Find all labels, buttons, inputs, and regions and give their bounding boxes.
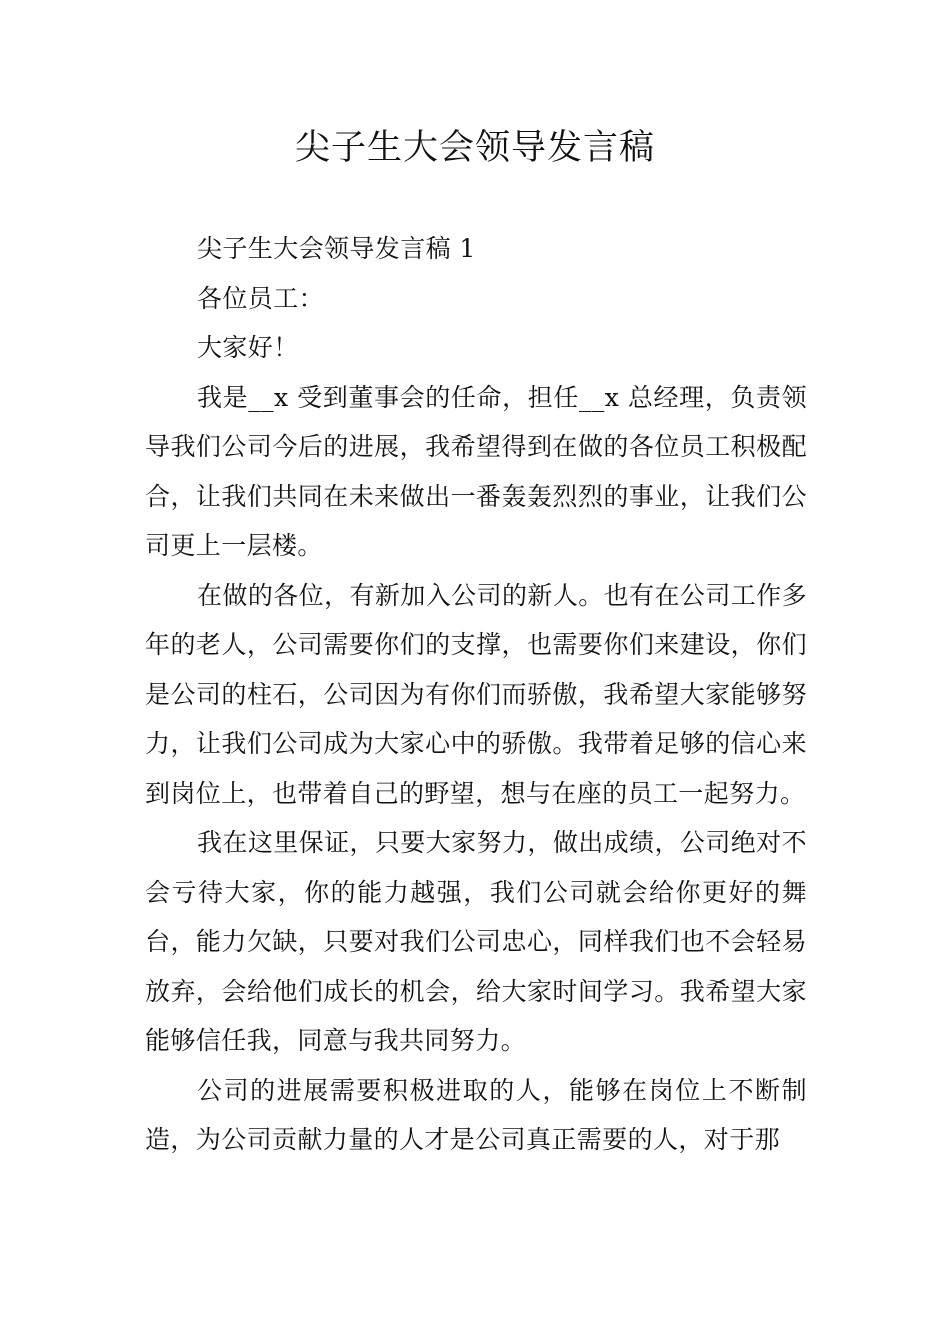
subtitle-paragraph: 尖子生大会领导发言稿 1: [197, 234, 476, 263]
body-paragraph: 我在这里保证，只要大家努力，做出成绩，公司绝对不会亏待大家，你的能力越强，我们公司就会给你更好的舞台，能力欠缺，只要对我们公司忠心，同样我们也不会轻易放弃，会给他们成长的机会，给大家时间学习。我希望大家能够信任我，同意与我共同努力。: [145, 828, 807, 1055]
greeting-paragraph: 大家好！: [197, 333, 299, 362]
document-body: [145, 224, 807, 1165]
body-paragraph: 在做的各位，有新加入公司的新人。也有在公司工作多年的老人，公司需要你们的支撑，也需要你们来建设，你们是公司的柱石，公司因为有你们而骄傲，我希望大家能够努力，让我们公司成为大家心中的骄傲。我带着足够的信心来到岗位上，也带着自己的野望，想与在座的员工一起努力。: [145, 580, 807, 808]
body-paragraph: 公司的进展需要积极进取的人，能够在岗位上不断制造，为公司贡献力量的人才是公司真正需要的人，对于那: [145, 1075, 807, 1154]
page-title: 尖子生大会领导发言稿: [294, 128, 655, 168]
salutation-paragraph: 各位员工：: [197, 283, 325, 313]
body-paragraph: 我是__x 受到董事会的任命，担任__x 总经理，负责领导我们公司今后的进展，我希望得到在做的各位员工积极配合，让我们共同在未来做出一番轰轰烈烈的事业，让我们公司更上一层楼。: [145, 382, 807, 560]
